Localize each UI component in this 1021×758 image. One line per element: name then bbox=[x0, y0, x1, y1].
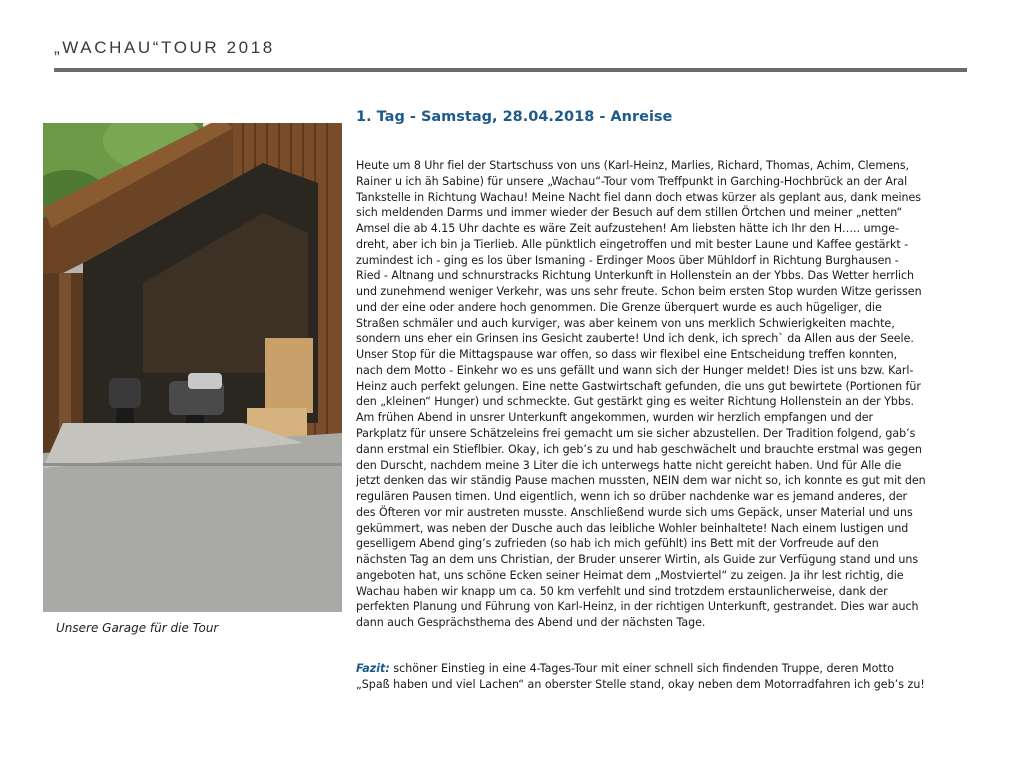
text-line: und der eine oder andere hoch genommen. Die Grenze überquert wurde es auch hügeliger, die bbox=[356, 300, 882, 314]
text-line: sondern uns eher ein Grinsen ins Gesicht zauberte! Und ich denk, ich sprech` da Allen aus der Seele. bbox=[356, 332, 914, 346]
conclusion-text-2: „Spaß haben und viel Lachen“ an oberster Stelle stand, okay neben dem Motorradfahren ich geb’s zu! bbox=[356, 677, 925, 691]
text-line: Wachau haben wir knapp um ca. 50 km verfehlt und sind trotzdem erstaunlicherweise, dank der bbox=[356, 584, 888, 598]
text-line: Straßen schmäler und auch kurviger, was aber keinem von uns merklich Schwierigkeiten machte, bbox=[356, 316, 895, 330]
photo-caption: Unsere Garage für die Tour bbox=[56, 621, 219, 635]
text-line: geselligem Abend ging’s zufrieden (so hab ich mich gefühlt) ins Bett mit der Vorfreude auf den bbox=[356, 537, 879, 551]
text-line: sich meldenden Darms und immer wieder der Besuch auf dem stillen Örtchen und meiner „netten“ bbox=[356, 206, 903, 220]
header-divider bbox=[54, 68, 967, 72]
text-line: regulären Pausen timen. Und eigentlich, wenn ich so drüber nachdenke war es jemand anderes, der bbox=[356, 490, 908, 504]
text-line: nächsten Tag an dem uns Christian, der Bruder unserer Wirtin, als Guide zur Verfügung stand und uns bbox=[356, 553, 919, 567]
text-line: und zunehmend weniger Verkehr, was uns sehr freute. Schon beim ersten Stop wurden Witze gerissen bbox=[356, 285, 922, 299]
conclusion-paragraph bbox=[356, 661, 968, 693]
text-line: Parkplatz für unsere Schätzeleins frei gemacht um sie sicher abzustellen. Der Tradition folgend, gab’s bbox=[356, 427, 916, 441]
text-line: perfekten Planung und Führung von Karl-Heinz, in der richtigen Unterkunft, gestrandet. Dies war auch bbox=[356, 600, 919, 614]
text-line: zumindest ich - ging es los über Ismaning - Erdinger Moos über Mühldorf in Richtung Burghausen - bbox=[356, 253, 899, 267]
garage-photo bbox=[43, 123, 342, 612]
day-heading: 1. Tag - Samstag, 28.04.2018 - Anreise bbox=[356, 109, 673, 125]
text-line: Tankstelle in Richtung Wachau! Meine Nacht fiel dann doch etwas kürzer als geplant aus, dank meines bbox=[356, 190, 922, 204]
text-line: Am frühen Abend in unsrer Unterkunft angekommen, wurden wir herzlich empfangen und der bbox=[356, 411, 874, 425]
text-line: Ried - Altnang und schnurstracks Richtung Unterkunft in Hollenstein an der Ybbs. Das Wetter herrlich bbox=[356, 269, 915, 283]
text-line: Amsel die ab 4.15 Uhr dachte es wäre Zeit aufzustehen! Am liebsten hätte ich Ihr den H….. umge- bbox=[356, 222, 899, 236]
text-line: dann erstmal ein Stieflbier. Okay, ich geb’s zu und hab geschwächelt und brauchte erstmal was gegen bbox=[356, 442, 922, 456]
text-line: nach dem Motto - Einkehr wo es uns gefällt und wann sich der Hunger meldet! Dies ist uns bzw. Karl- bbox=[356, 363, 914, 377]
document-title: „WACHAU“TOUR 2018 bbox=[54, 38, 275, 57]
text-line: gekümmert, was neben der Dusche auch das leibliche Wohler beinhaltete! Nach einem lustigen und bbox=[356, 521, 909, 535]
text-line: den Durscht, nachdem meine 3 Liter die ich unterwegs hatte nicht gereicht haben. Und für Alle die bbox=[356, 458, 902, 472]
conclusion-label: Fazit: bbox=[356, 662, 390, 675]
text-line: des Öfteren vor mir austreten musste. Anschließend wurde sich ums Gepäck, unser Material und uns bbox=[356, 505, 913, 519]
text-line: dreht, aber ich bin ja Tierlieb. Alle pünktlich eingetroffen und mit bester Laune und Kaffee gestärkt - bbox=[356, 237, 909, 251]
text-line: jetzt denken das wir ständig Pause machen mussten, NEIN dem war nicht so, ich konnte es gut mit den bbox=[356, 474, 926, 488]
text-line: Heinz auch perfekt gelungen. Eine nette Gastwirtschaft gefunden, die uns gut bewirtete (Portionen für bbox=[356, 379, 921, 393]
text-line: Unser Stop für die Mittagspause war offen, so dass wir flexibel eine Entscheidung treffen konnten, bbox=[356, 348, 898, 362]
conclusion-text-1: schöner Einstieg in eine 4-Tages-Tour mit einer schnell sich findenden Truppe, deren Motto bbox=[389, 662, 894, 675]
report-text bbox=[356, 158, 968, 631]
text-line: Rainer u ich äh Sabine) für unsere „Wachau“-Tour vom Treffpunkt in Garching-Hochbrück an der Aral bbox=[356, 174, 908, 188]
text-line: den „kleinen“ Hunger) und schmeckte. Gut gestärkt ging es weiter Richtung Hollenstein an der Ybbs. bbox=[356, 395, 915, 409]
text-line: angeboten hat, uns schöne Ecken seiner Heimat dem „Mostviertel“ zu zeigen. Ja ihr lest richtig, die bbox=[356, 568, 904, 582]
text-line: dann auch Gesprächsthema des Abend und der nächsten Tage. bbox=[356, 616, 706, 630]
text-line: Heute um 8 Uhr fiel der Startschuss von uns (Karl-Heinz, Marlies, Richard, Thomas, Achim, Clemens, bbox=[356, 159, 910, 172]
conclusion-line-1 bbox=[356, 661, 968, 677]
